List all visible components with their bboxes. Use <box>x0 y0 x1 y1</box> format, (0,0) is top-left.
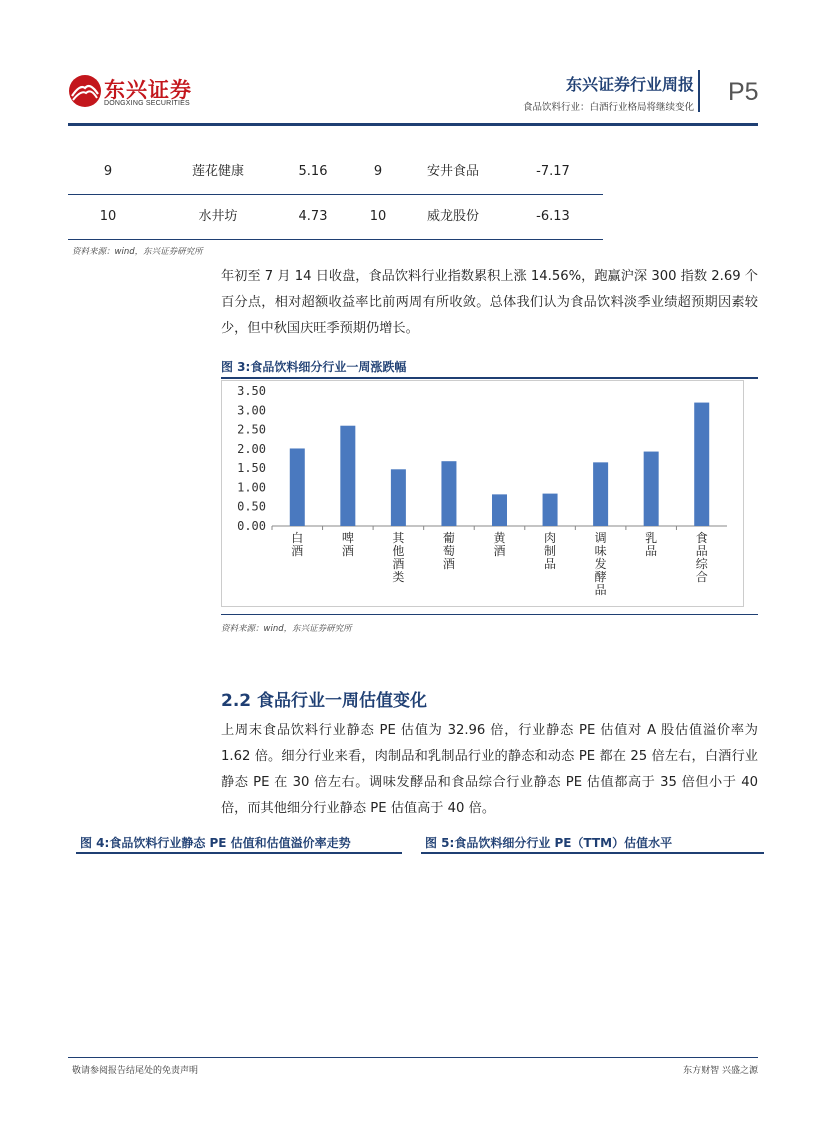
y-tick-label: 3.00 <box>237 403 266 418</box>
section-title: 2.2 食品行业一周估值变化 <box>221 691 428 711</box>
logo-text-en: DONGXING SECURITIES <box>104 100 190 107</box>
y-tick-label: 2.50 <box>237 422 266 437</box>
x-tick-label: 调味发酵品 <box>594 531 607 597</box>
body-paragraph: 年初至 7 月 14 日收盘，食品饮料行业指数累积上涨 14.56%，跑赢沪深 300 指数 2.69 个百分点，相对超额收益率比前两周有所收敛。总体我们认为食品饮料淡季业绩超预期因素较少，但中秋国庆旺季预期仍增长。 <box>221 269 758 336</box>
logo-emblem-icon <box>68 74 102 108</box>
bar-白酒 <box>290 448 305 526</box>
y-tick-label: 3.50 <box>237 384 266 398</box>
rank-cell: 10 <box>369 209 387 224</box>
stock-name-cell: 水井坊 <box>198 209 238 224</box>
bar-黄酒 <box>492 494 507 526</box>
x-tick-label: 葡萄酒 <box>442 531 455 571</box>
value-cell: -6.13 <box>536 209 570 224</box>
section-paragraph: 上周末食品饮料行业静态 PE 估值为 32.96 倍，行业静态 PE 估值对 A 股估值溢价率为 1.62 倍。细分行业来看，肉制品和乳制品行业的静态和动态 PE 都在 25 倍左右，白酒行业静态 PE 在 30 倍左右。调味发酵品和食品综合行业静态 PE 估值都高于 35 倍但小于 40 倍，而其他细分行业静态 PE 估值高于 40 倍。 <box>221 723 758 816</box>
bar-啤酒 <box>340 426 355 526</box>
page-number: P5 <box>728 78 759 106</box>
figure-5-title: 图 5:食品饮料细分行业 PE（TTM）估值水平 <box>425 836 673 850</box>
bar-肉制品 <box>543 494 558 526</box>
bar-其他酒类 <box>391 469 406 526</box>
x-tick-label: 黄酒 <box>493 531 506 558</box>
x-tick-label: 啤酒 <box>341 531 354 558</box>
figure-3-title: 图 3:食品饮料细分行业一周涨跌幅 <box>221 360 407 374</box>
footer-slogan: 东方财智 兴盛之源 <box>683 1066 758 1076</box>
company-logo <box>68 72 208 112</box>
value-cell: 5.16 <box>298 164 328 179</box>
bar-乳品 <box>644 452 659 526</box>
value-cell: 4.73 <box>298 209 328 224</box>
bar-调味发酵品 <box>593 462 608 526</box>
rank-cell: 9 <box>103 164 113 179</box>
figure-5-rule <box>421 852 764 854</box>
figure-3-bottom-rule <box>221 614 758 615</box>
figure-3-source-note: 资料来源：wind，东兴证券研究所 <box>221 624 352 634</box>
figure-3-rule <box>221 377 758 379</box>
y-tick-label: 1.50 <box>237 461 266 476</box>
value-cell: -7.17 <box>536 164 570 179</box>
footer-rule <box>68 1057 758 1058</box>
report-title: 东兴证券行业周报 <box>565 75 694 94</box>
y-tick-label: 0.00 <box>237 519 266 533</box>
report-subtitle: 食品饮料行业：白酒行业格局将继续变化 <box>522 102 694 113</box>
figure-4-title: 图 4:食品饮料行业静态 PE 估值和估值溢价率走势 <box>80 836 351 850</box>
bar-葡萄酒 <box>441 461 456 526</box>
x-tick-label: 乳品 <box>645 531 658 558</box>
header-rule <box>68 123 758 126</box>
stock-name-cell: 安井食品 <box>426 164 479 179</box>
stock-name-cell: 威龙股份 <box>426 209 479 224</box>
figure-3-bar-chart <box>222 381 743 606</box>
figure-3-chart-frame <box>221 380 744 607</box>
table-source-note: 资料来源：wind，东兴证券研究所 <box>72 247 203 257</box>
y-tick-label: 1.00 <box>237 480 266 495</box>
table-row <box>68 150 603 195</box>
header-divider <box>698 70 700 112</box>
stock-name-cell: 莲花健康 <box>191 164 244 179</box>
x-tick-label: 白酒 <box>291 531 304 558</box>
rank-cell: 10 <box>99 209 117 224</box>
x-tick-label: 其他酒类 <box>392 531 405 584</box>
bar-食品综合 <box>694 403 709 526</box>
y-tick-label: 0.50 <box>237 499 266 514</box>
x-tick-label: 食品综合 <box>695 531 708 584</box>
disclaimer-note: 敬请参阅报告结尾处的免责声明 <box>72 1066 199 1076</box>
y-tick-label: 2.00 <box>237 441 266 456</box>
rank-cell: 9 <box>373 164 383 179</box>
table-row <box>68 195 603 240</box>
x-tick-label: 肉制品 <box>544 531 557 571</box>
figure-4-rule <box>76 852 402 854</box>
logo-text-cn: 东兴证券 <box>104 78 192 102</box>
